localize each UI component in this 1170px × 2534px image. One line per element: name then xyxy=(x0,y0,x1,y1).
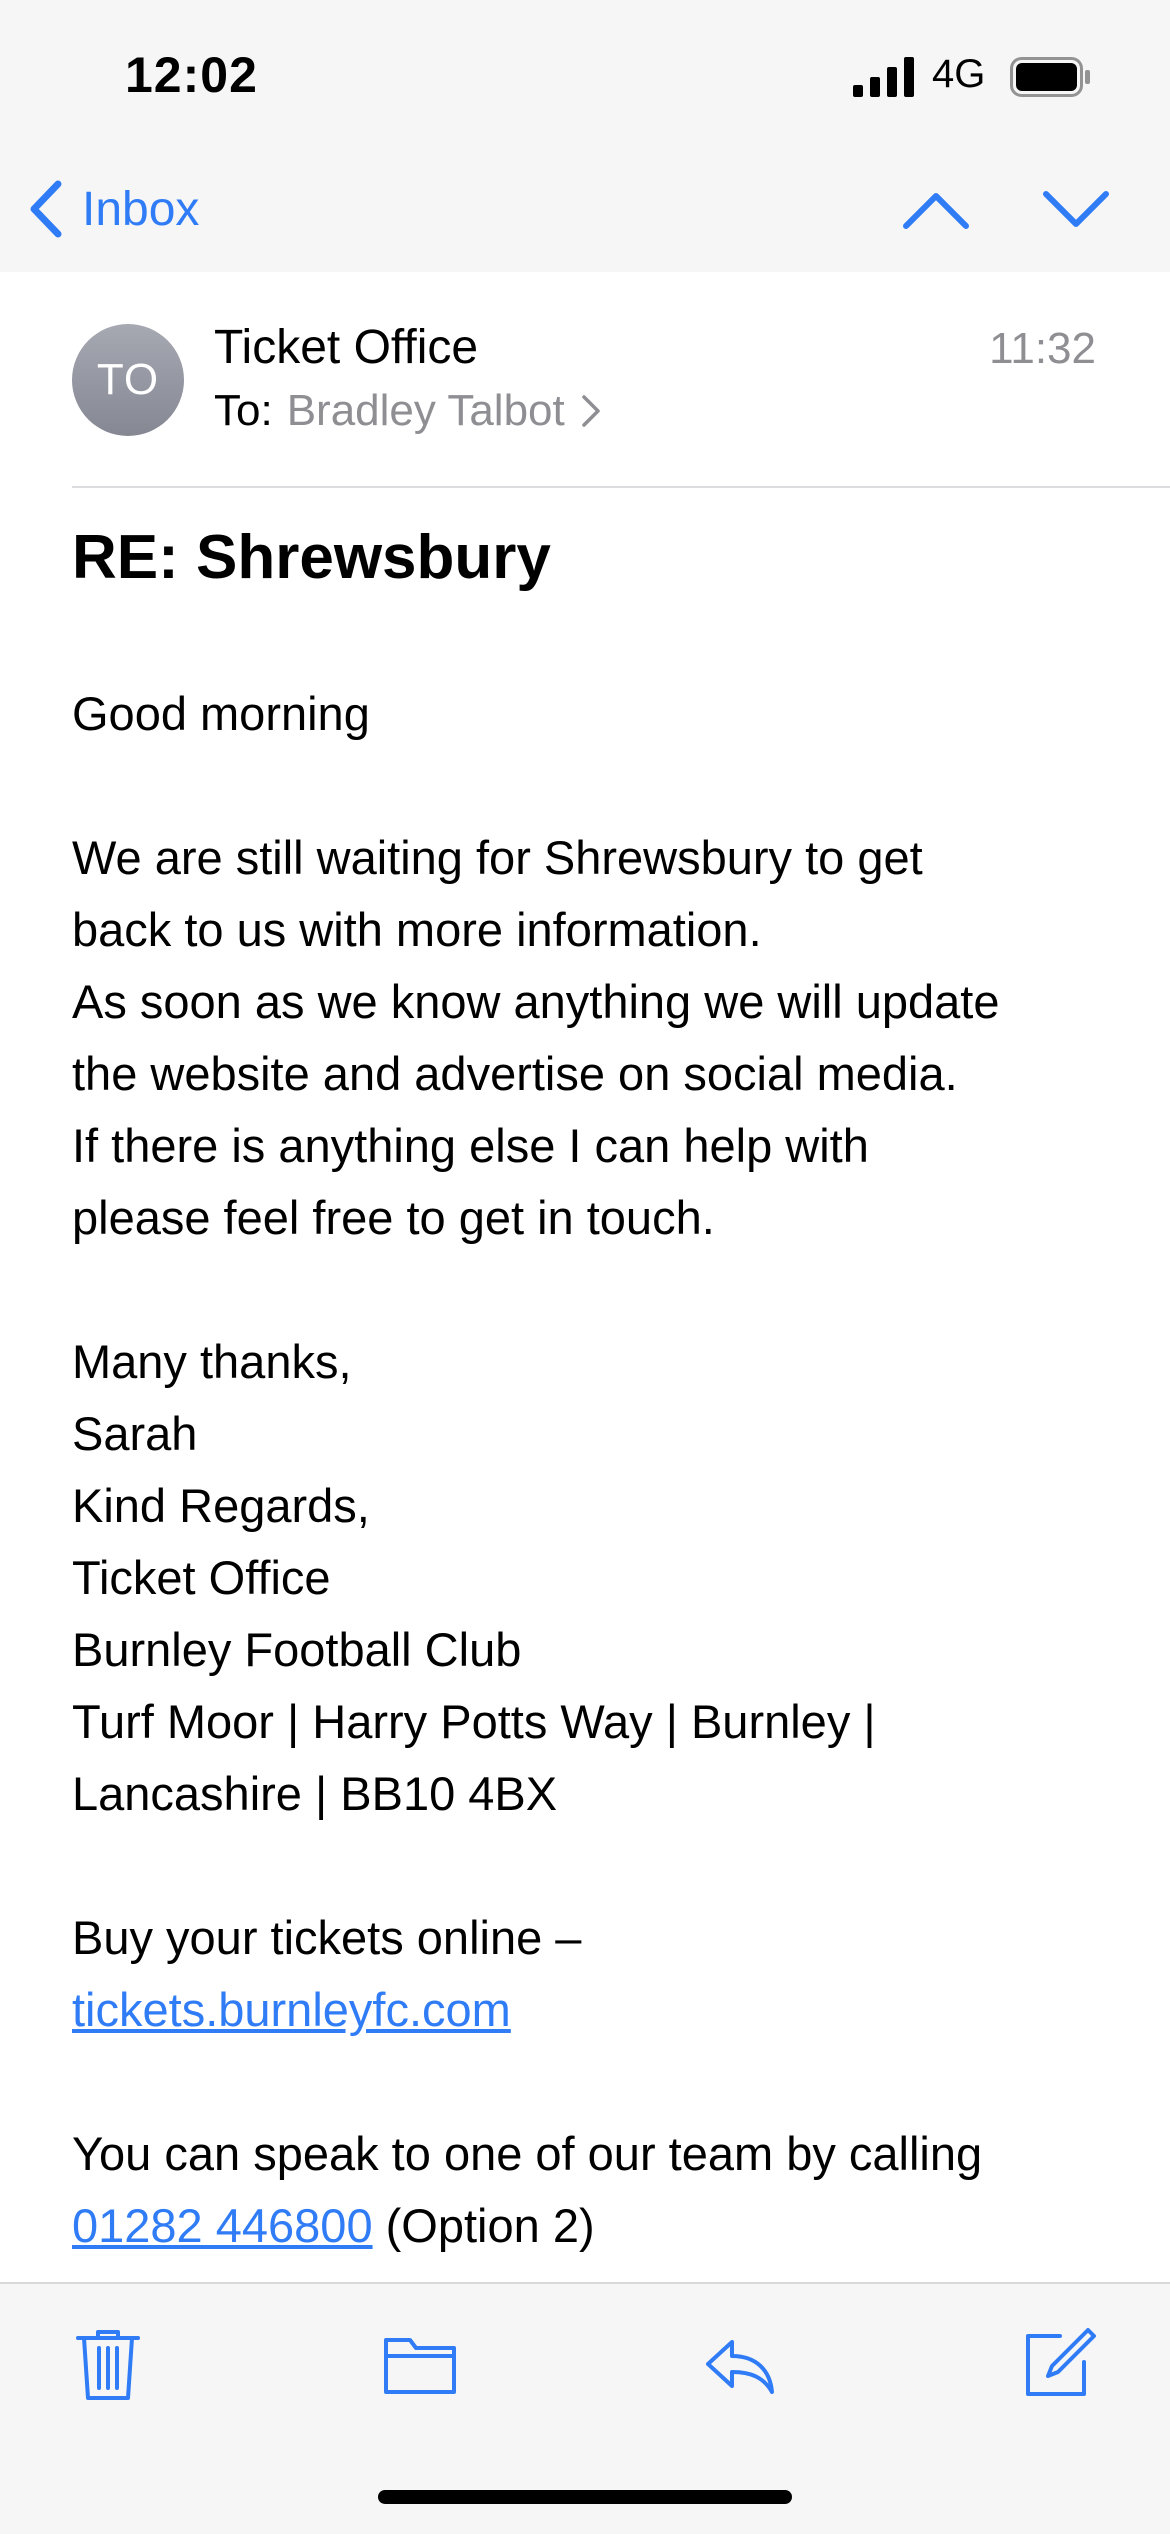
compose-icon[interactable] xyxy=(1016,2324,1096,2404)
phone-number-link[interactable]: 01282 446800 xyxy=(72,2199,373,2252)
buy-tickets-paragraph xyxy=(72,1902,1112,2046)
recipient-name: Bradley Talbot xyxy=(286,386,565,435)
signature-line: Ticket Office xyxy=(72,1551,331,1604)
reply-icon[interactable] xyxy=(700,2324,780,2404)
signature-line: Lancashire | BB10 4BX xyxy=(72,1767,558,1820)
back-label: Inbox xyxy=(82,182,200,236)
chevron-right-icon xyxy=(581,394,601,428)
navigation-bar xyxy=(0,150,1170,272)
back-to-inbox-button[interactable] xyxy=(24,174,199,244)
tickets-website-link[interactable]: tickets.burnleyfc.com xyxy=(72,1983,511,2036)
call-paragraph xyxy=(72,2118,1112,2262)
chevron-up-icon[interactable] xyxy=(900,180,972,240)
header-divider xyxy=(72,486,1170,488)
message-paragraph xyxy=(72,822,1112,1254)
mail-subject: RE: Shrewsbury xyxy=(72,523,551,592)
trash-icon[interactable] xyxy=(68,2324,148,2404)
recipient-row[interactable] xyxy=(214,386,601,436)
sender-name[interactable]: Ticket Office xyxy=(214,321,479,374)
mail-body xyxy=(72,678,1112,2334)
body-line: We are still waiting for Shrewsbury to get xyxy=(72,831,923,884)
folder-icon[interactable] xyxy=(380,2324,460,2404)
phone-option-text: (Option 2) xyxy=(372,2199,595,2252)
body-line: back to us with more information. xyxy=(72,903,762,956)
body-line: please feel free to get in touch. xyxy=(72,1191,715,1244)
signature-line: Turf Moor | Harry Potts Way | Burnley | xyxy=(72,1695,876,1748)
greeting: Good morning xyxy=(72,687,370,740)
signature-line: Kind Regards, xyxy=(72,1479,370,1532)
buy-tickets-text: Buy your tickets online – xyxy=(72,1911,582,1964)
signature xyxy=(72,1326,1112,1830)
call-text: You can speak to one of our team by calling xyxy=(72,2127,983,2180)
network-type: 4G xyxy=(932,52,986,96)
signature-line: Burnley Football Club xyxy=(72,1623,522,1676)
body-line: the website and advertise on social media. xyxy=(72,1047,958,1100)
cellular-signal-icon xyxy=(853,57,915,97)
chevron-down-icon[interactable] xyxy=(1040,180,1112,240)
signature-line: Sarah xyxy=(72,1407,198,1460)
mail-time: 11:32 xyxy=(989,324,1096,373)
body-line: If there is anything else I can help with xyxy=(72,1119,869,1172)
status-bar xyxy=(0,0,1170,150)
signature-line: Many thanks, xyxy=(72,1335,352,1388)
status-time: 12:02 xyxy=(125,47,258,103)
avatar[interactable]: TO xyxy=(72,324,184,436)
chevron-left-icon xyxy=(24,178,66,240)
mail-header xyxy=(0,272,1170,487)
home-indicator[interactable] xyxy=(378,2490,792,2504)
body-line: As soon as we know anything we will update xyxy=(72,975,1000,1028)
battery-icon xyxy=(1010,57,1092,97)
to-label: To: xyxy=(214,386,273,435)
